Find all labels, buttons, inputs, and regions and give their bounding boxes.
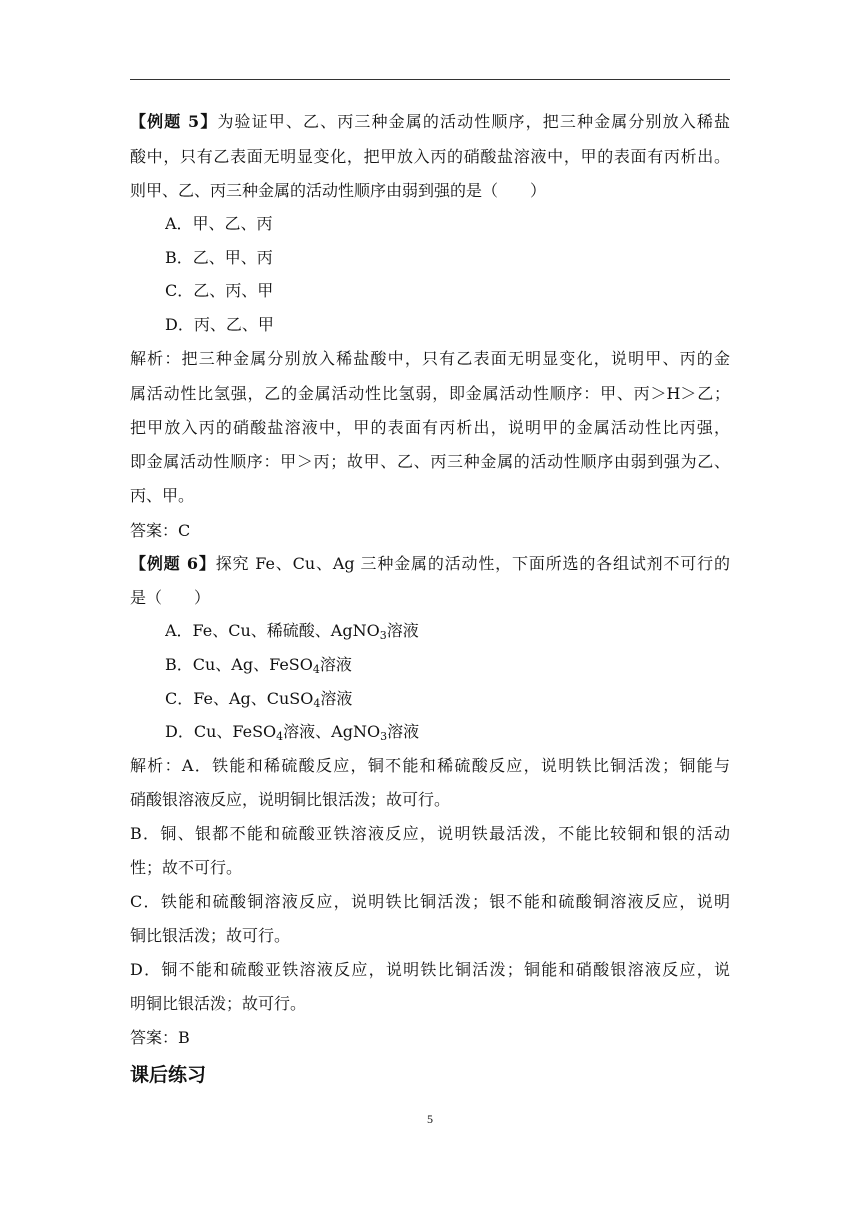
q5-option-c: C．乙、丙、甲 [165, 281, 274, 300]
q5-tag: 【例题 5】 [130, 112, 218, 131]
q5-stem-line3: 则甲、乙、丙三种金属的活动性顺序由弱到强的是（ ） [130, 181, 547, 200]
q5-analysis-line: 把甲放入丙的硝酸盐溶液中，甲的表面有丙析出，说明甲的金属活动性比丙强， [130, 418, 730, 437]
q5-option-d: D．丙、乙、甲 [165, 315, 274, 334]
q6-analysis-line: D．铜不能和硫酸亚铁溶液反应，说明铁比铜活泼；铜能和硝酸银溶液反应，说 [130, 960, 730, 979]
q6-analysis-line: 性；故不可行。 [130, 858, 243, 877]
q5-analysis-line: 解析：把三种金属分别放入稀盐酸中，只有乙表面无明显变化，说明甲、丙的金 [130, 349, 730, 368]
q6-tag: 【例题 6】 [130, 554, 216, 573]
q5-option-b: B．乙、甲、丙 [165, 248, 273, 267]
q6-stem-line1: 【例题 6】探究 Fe、Cu、Ag 三种金属的活动性，下面所选的各组试剂不可行的 [130, 554, 730, 573]
q6-analysis-line: C．铁能和硫酸铜溶液反应，说明铁比铜活泼；银不能和硫酸铜溶液反应，说明 [130, 892, 730, 911]
q5-analysis-line: 属活动性比氢强，乙的金属活动性比氢弱，即金属活动性顺序：甲、丙＞H＞乙； [130, 384, 730, 403]
q5-stem-line1: 【例题 5】为验证甲、乙、丙三种金属的活动性顺序，把三种金属分别放入稀盐 [130, 112, 730, 131]
q5-answer: 答案：C [130, 521, 191, 540]
q6-option-b: B．Cu、Ag、FeSO$_4$溶液 [165, 655, 352, 676]
q6-option-a: A．Fe、Cu、稀硫酸、AgNO$_3$溶液 [165, 621, 419, 642]
q6-stem-line2: 是（ ） [130, 588, 211, 607]
q5-stem-line2: 酸中，只有乙表面无明显变化，把甲放入丙的硝酸盐溶液中，甲的表面有丙析出。 [130, 147, 730, 166]
q5-analysis-line: 即金属活动性顺序：甲＞丙；故甲、乙、丙三种金属的活动性顺序由弱到强为乙、 [130, 452, 730, 471]
header-rule [130, 79, 730, 80]
q6-option-c: C．Fe、Ag、CuSO$_4$溶液 [165, 689, 353, 710]
q6-analysis-line: 铜比银活泼；故可行。 [130, 926, 291, 945]
q6-option-d: D．Cu、FeSO$_4$溶液、AgNO$_3$溶液 [165, 722, 420, 743]
q6-analysis-line: B．铜、银都不能和硫酸亚铁溶液反应，说明铁最活泼，不能比较铜和银的活动 [130, 824, 730, 843]
q6-analysis-line: 明铜比银活泼；故可行。 [130, 994, 307, 1013]
section-title: 课后练习 [130, 1064, 207, 1086]
q6-answer: 答案：B [130, 1028, 190, 1047]
q6-analysis-line: 解析：A．铁能和稀硫酸反应，铜不能和稀硫酸反应，说明铁比铜活泼；铜能与 [130, 756, 730, 775]
q5-analysis-line: 丙、甲。 [130, 486, 195, 505]
q6-analysis-line: 硝酸银溶液反应，说明铜比银活泼；故可行。 [130, 790, 451, 809]
q5-option-a: A．甲、乙、丙 [165, 214, 273, 233]
page-number: 5 [427, 1112, 433, 1126]
